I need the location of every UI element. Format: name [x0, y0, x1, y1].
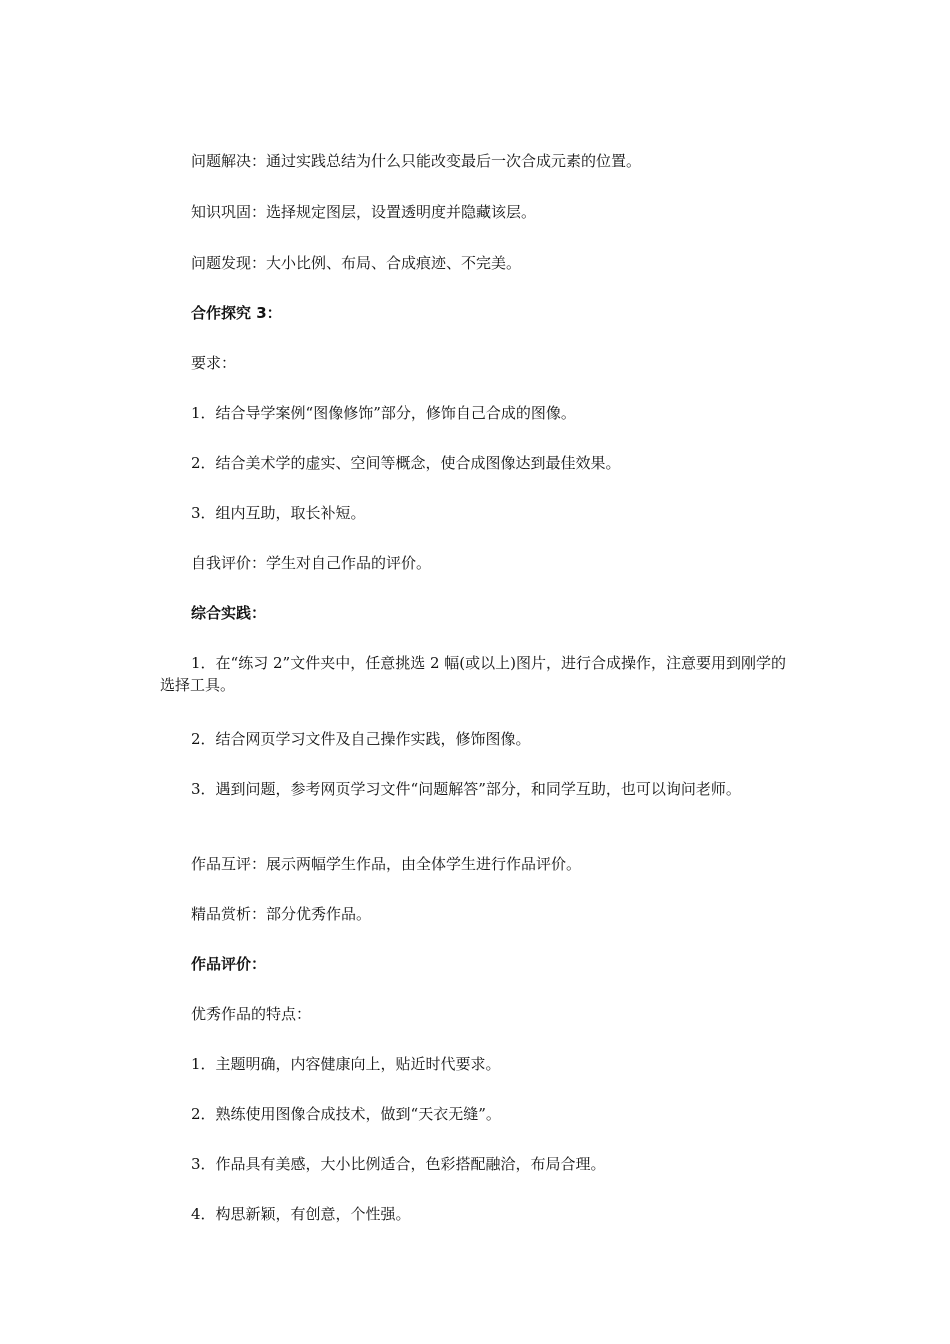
paragraph-knowledge-consolidation: 知识巩固：选择规定图层，设置透明度并隐藏该层。 [191, 203, 537, 221]
paragraph-peer-review: 作品互评：展示两幅学生作品，由全体学生进行作品评价。 [191, 855, 582, 873]
list-item-practice-3: 3．遇到问题，参考网页学习文件“问题解答”部分，和同学互助，也可以询问老师。 [191, 780, 741, 798]
heading-work-evaluation: 作品评价： [191, 955, 267, 973]
list-item-feature-3: 3．作品具有美感，大小比例适合，色彩搭配融洽，布局合理。 [191, 1155, 606, 1173]
list-item-requirement-2: 2．结合美术学的虚实、空间等概念，使合成图像达到最佳效果。 [191, 454, 621, 472]
paragraph-excellent-features: 优秀作品的特点： [191, 1005, 312, 1023]
heading-comprehensive-practice: 综合实践： [191, 604, 267, 622]
heading-cooperative-inquiry-3: 合作探究 3： [191, 304, 282, 322]
list-item-practice-1: 1．在“练习 2”文件夹中，任意挑选 2 幅(或以上)图片，进行合成操作，注意要用到刚学的选择工具。 [160, 654, 786, 694]
paragraph-self-evaluation: 自我评价：学生对自己作品的评价。 [191, 554, 432, 572]
paragraph-problem-solving: 问题解决：通过实践总结为什么只能改变最后一次合成元素的位置。 [191, 152, 642, 170]
list-item-feature-4: 4．构思新颖，有创意，个性强。 [191, 1205, 411, 1223]
list-item-requirement-3: 3．组内互助，取长补短。 [191, 504, 366, 522]
list-item-practice-2: 2．结合网页学习文件及自己操作实践，修饰图像。 [191, 730, 531, 748]
list-item-requirement-1: 1．结合导学案例“图像修饰”部分，修饰自己合成的图像。 [191, 404, 576, 422]
paragraph-problem-discovery: 问题发现：大小比例、布局、合成痕迹、不完美。 [191, 254, 522, 272]
paragraph-requirements: 要求： [191, 354, 237, 372]
list-item-feature-2: 2．熟练使用图像合成技术，做到“天衣无缝”。 [191, 1105, 501, 1123]
paragraph-work-appreciation: 精品赏析：部分优秀作品。 [191, 905, 372, 923]
list-item-feature-1: 1．主题明确，内容健康向上，贴近时代要求。 [191, 1055, 501, 1073]
